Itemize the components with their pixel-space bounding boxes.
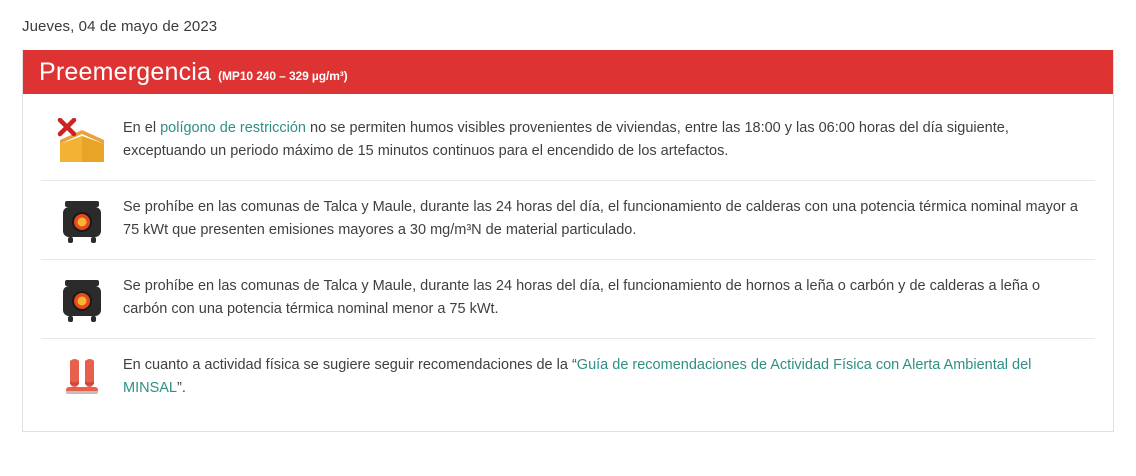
boiler-icon bbox=[41, 195, 123, 245]
list-item bbox=[41, 102, 1095, 181]
alert-card bbox=[22, 50, 1114, 432]
measure-text-part-2: no se permiten humos visibles provenientes de viviendas, entre las 18:00 y las 06:00 horas del día siguiente, exceptuando un periodo máximo de 15 minutos continuos para el encendido de los artefactos. bbox=[123, 120, 1009, 160]
list-item bbox=[41, 260, 1095, 339]
list-item bbox=[41, 339, 1095, 415]
alert-pm10-range: (MP10 240 – 329 µg/m³) bbox=[218, 69, 348, 83]
measure-text-part-1: En el bbox=[123, 120, 161, 136]
measure-text bbox=[123, 353, 1094, 401]
date-label: Jueves, 04 de mayo de 2023 bbox=[22, 18, 218, 35]
list-item bbox=[41, 181, 1095, 260]
measure-text bbox=[123, 116, 1094, 164]
measure-text-part-2: ”. bbox=[177, 380, 186, 397]
alert-level-title: Preemergencia bbox=[39, 58, 212, 86]
minsal-guide-link[interactable]: Guía de recomendaciones de Actividad Física con Alerta Ambiental del MINSAL bbox=[123, 357, 1032, 397]
no-smoke-house-icon bbox=[41, 116, 123, 166]
measure-text-part-1: En cuanto a actividad física se sugiere seguir recomendaciones de la “ bbox=[123, 357, 577, 373]
polygon-restriction-link[interactable]: polígono de restricción bbox=[160, 120, 306, 136]
alert-header bbox=[23, 50, 1113, 94]
measures-list bbox=[23, 94, 1113, 431]
measure-text: Se prohíbe en las comunas de Talca y Maule, durante las 24 horas del día, el funcionamiento de hornos a leña o carbón y de calderas a leña o carbón con una potencia térmica nominal menor a 75 kWt. bbox=[123, 278, 1041, 318]
running-shoes-icon bbox=[41, 353, 123, 399]
measure-text: Se prohíbe en las comunas de Talca y Maule, durante las 24 horas del día, el funcionamiento de calderas con una potencia térmica nominal mayor a 75 kWt que presenten emisiones mayores a 30 mg/m³N de material particulado. bbox=[123, 199, 1078, 239]
boiler-icon bbox=[41, 274, 123, 324]
